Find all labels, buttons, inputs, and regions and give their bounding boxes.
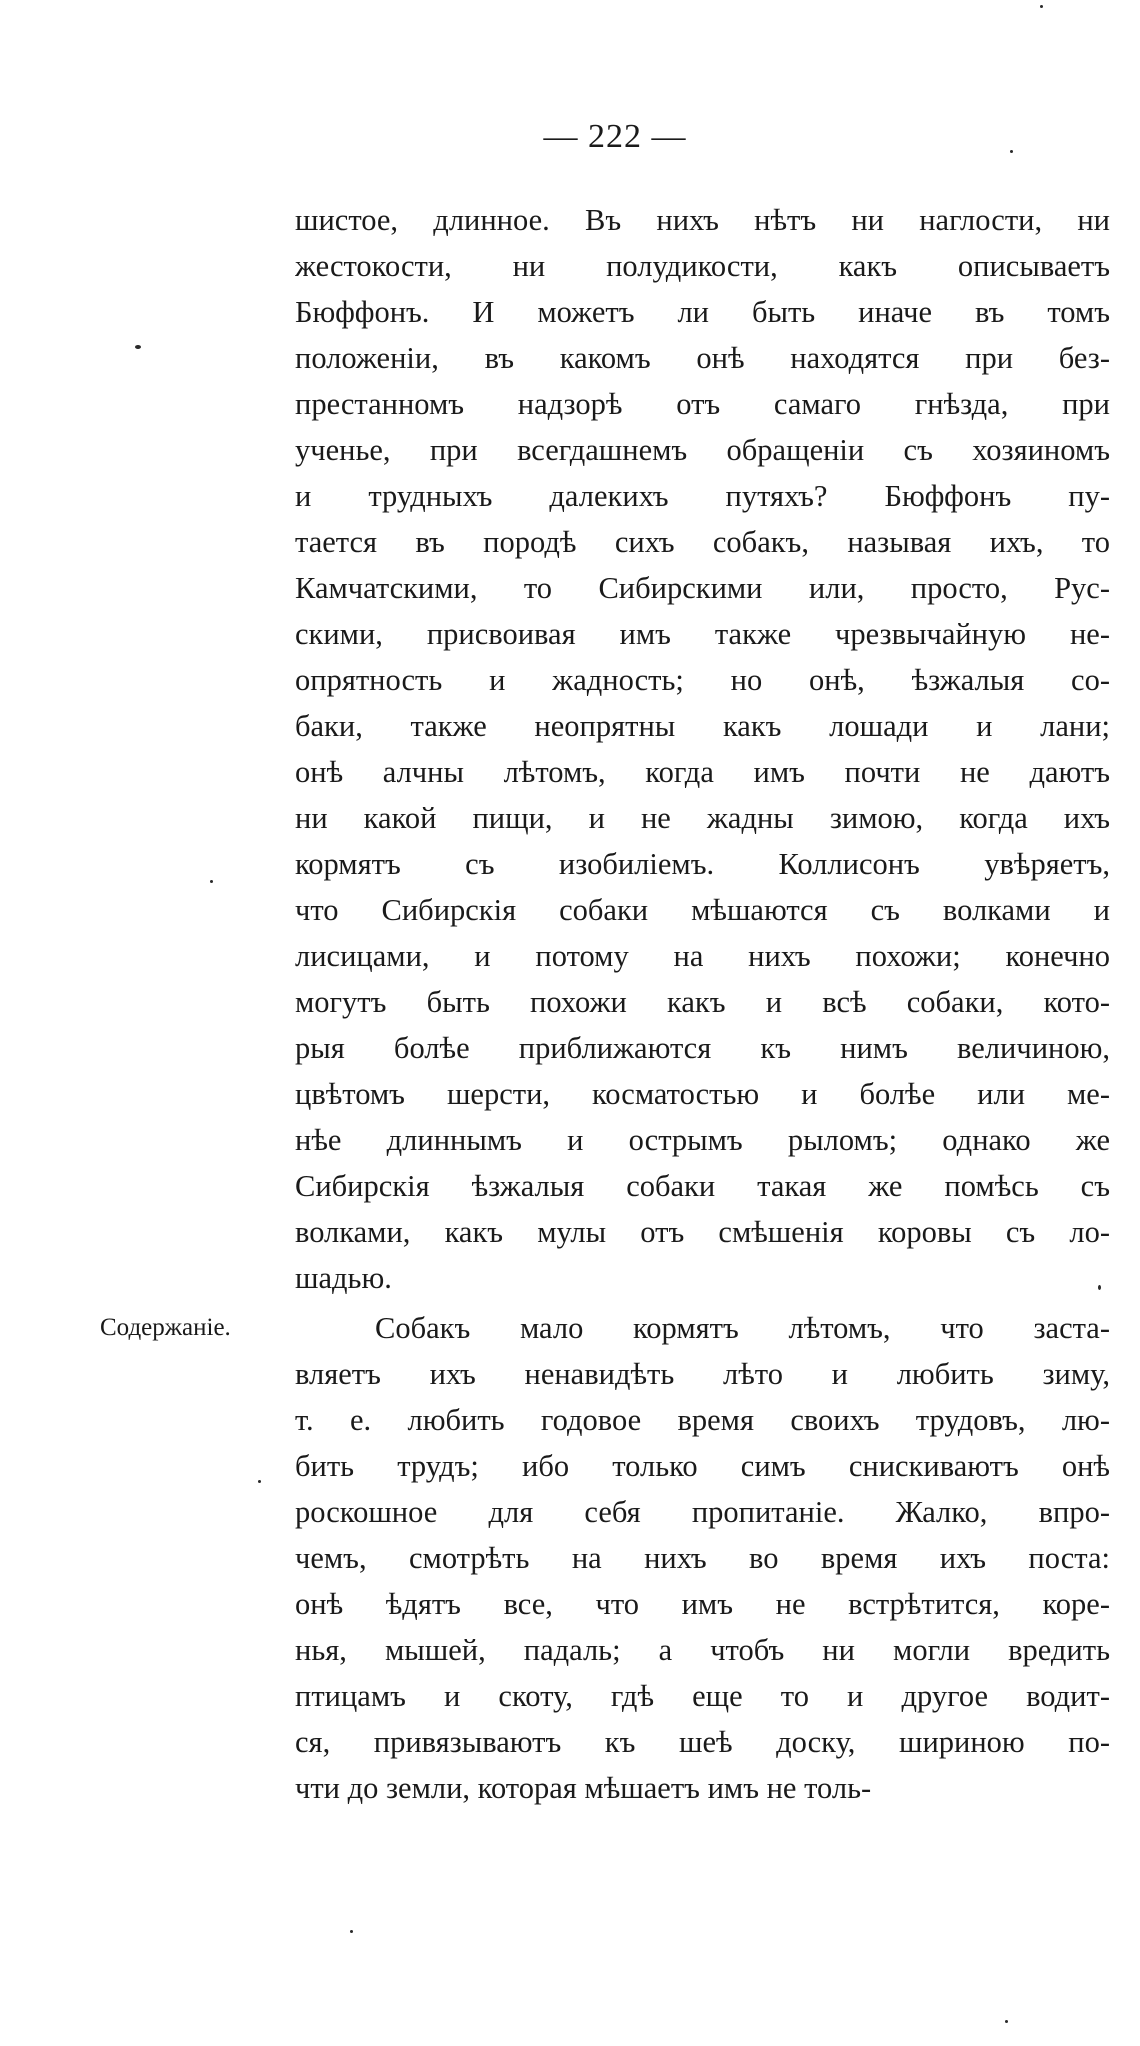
- text-line: цвѣтомъ шерсти, косматостью и болѣе или ме-: [295, 1077, 1110, 1111]
- text-line: баки, также неопрятны какъ лошади и лани;: [295, 709, 1110, 743]
- text-line: бить трудъ; ибо только симъ снискиваютъ онѣ: [295, 1449, 1110, 1483]
- margin-note: Содержаніе.: [100, 1314, 231, 1341]
- text-line: чемъ, смотрѣть на нихъ во время ихъ поста:: [295, 1541, 1110, 1575]
- text-line: ни какой пищи, и не жадны зимою, когда ихъ: [295, 801, 1110, 835]
- text-line: ученье, при всегдашнемъ обращеніи съ хозяиномъ: [295, 433, 1110, 467]
- text-line: и трудныхъ далекихъ путяхъ? Бюффонъ пу-: [295, 479, 1110, 513]
- scan-speck: [258, 1480, 261, 1483]
- paragraph-2: [295, 1305, 1110, 1811]
- paragraph-1: [295, 197, 1110, 1301]
- text-line: престанномъ надзорѣ отъ самаго гнѣзда, при: [295, 387, 1110, 421]
- scan-speck: [135, 345, 141, 349]
- text-line: могутъ быть похожи какъ и всѣ собаки, кото-: [295, 985, 1110, 1019]
- text-line: чти до земли, которая мѣшаетъ имъ не толь-: [295, 1771, 872, 1805]
- scan-speck: [1010, 150, 1013, 153]
- text-line: роскошное для себя пропитаніе. Жалко, впро-: [295, 1495, 1110, 1529]
- text-line: онѣ ѣдятъ все, что имъ не встрѣтится, коре-: [295, 1587, 1110, 1621]
- text-line: скими, присвоивая имъ также чрезвычайную не-: [295, 617, 1110, 651]
- text-line: нья, мышей, падаль; а чтобъ ни могли вредить: [295, 1633, 1110, 1667]
- text-line: Камчатскими, то Сибирскими или, просто, Рус-: [295, 571, 1110, 605]
- text-line: волками, какъ мулы отъ смѣшенія коровы съ ло-: [295, 1215, 1110, 1249]
- scan-speck: [210, 880, 213, 883]
- scan-speck: [1098, 1285, 1101, 1290]
- text-line: нѣе длиннымъ и острымъ рыломъ; однако же: [295, 1123, 1110, 1157]
- page-number: — 222 —: [543, 118, 687, 155]
- text-line: опрятность и жадность; но онѣ, ѣзжалыя со-: [295, 663, 1110, 697]
- scan-speck: [1040, 5, 1043, 8]
- text-line: тается въ породѣ сихъ собакъ, называя ихъ, то: [295, 525, 1110, 559]
- text-line: т. е. любить годовое время своихъ трудовъ, лю-: [295, 1403, 1110, 1437]
- text-line: жестокости, ни полудикости, какъ описываетъ: [295, 249, 1110, 283]
- text-line: вляетъ ихъ ненавидѣть лѣто и любить зиму,: [295, 1357, 1110, 1391]
- text-line: лисицами, и потому на нихъ похожи; конечно: [295, 939, 1110, 973]
- text-line: Бюффонъ. И можетъ ли быть иначе въ томъ: [295, 295, 1110, 329]
- scan-speck: [1005, 2020, 1008, 2023]
- text-line: ся, привязываютъ къ шеѣ доску, шириною по-: [295, 1725, 1110, 1759]
- text-line: кормятъ съ изобиліемъ. Коллисонъ увѣряетъ,: [295, 847, 1110, 881]
- scan-speck: [350, 1930, 353, 1933]
- text-line: рыя болѣе приближаются къ нимъ величиною,: [295, 1031, 1110, 1065]
- text-line: шистое, длинное. Въ нихъ нѣтъ ни наглости, ни: [295, 203, 1110, 237]
- text-line: птицамъ и скоту, гдѣ еще то и другое водит-: [295, 1679, 1110, 1713]
- text-line: шадью.: [295, 1261, 392, 1295]
- text-line: что Сибирскія собаки мѣшаются съ волками и: [295, 893, 1110, 927]
- text-line: Сибирскія ѣзжалыя собаки такая же помѣсь съ: [295, 1169, 1110, 1203]
- text-line: Собакъ мало кормятъ лѣтомъ, что заста-: [375, 1311, 1110, 1345]
- text-line: положеніи, въ какомъ онѣ находятся при без-: [295, 341, 1110, 375]
- text-line: онѣ алчны лѣтомъ, когда имъ почти не даютъ: [295, 755, 1110, 789]
